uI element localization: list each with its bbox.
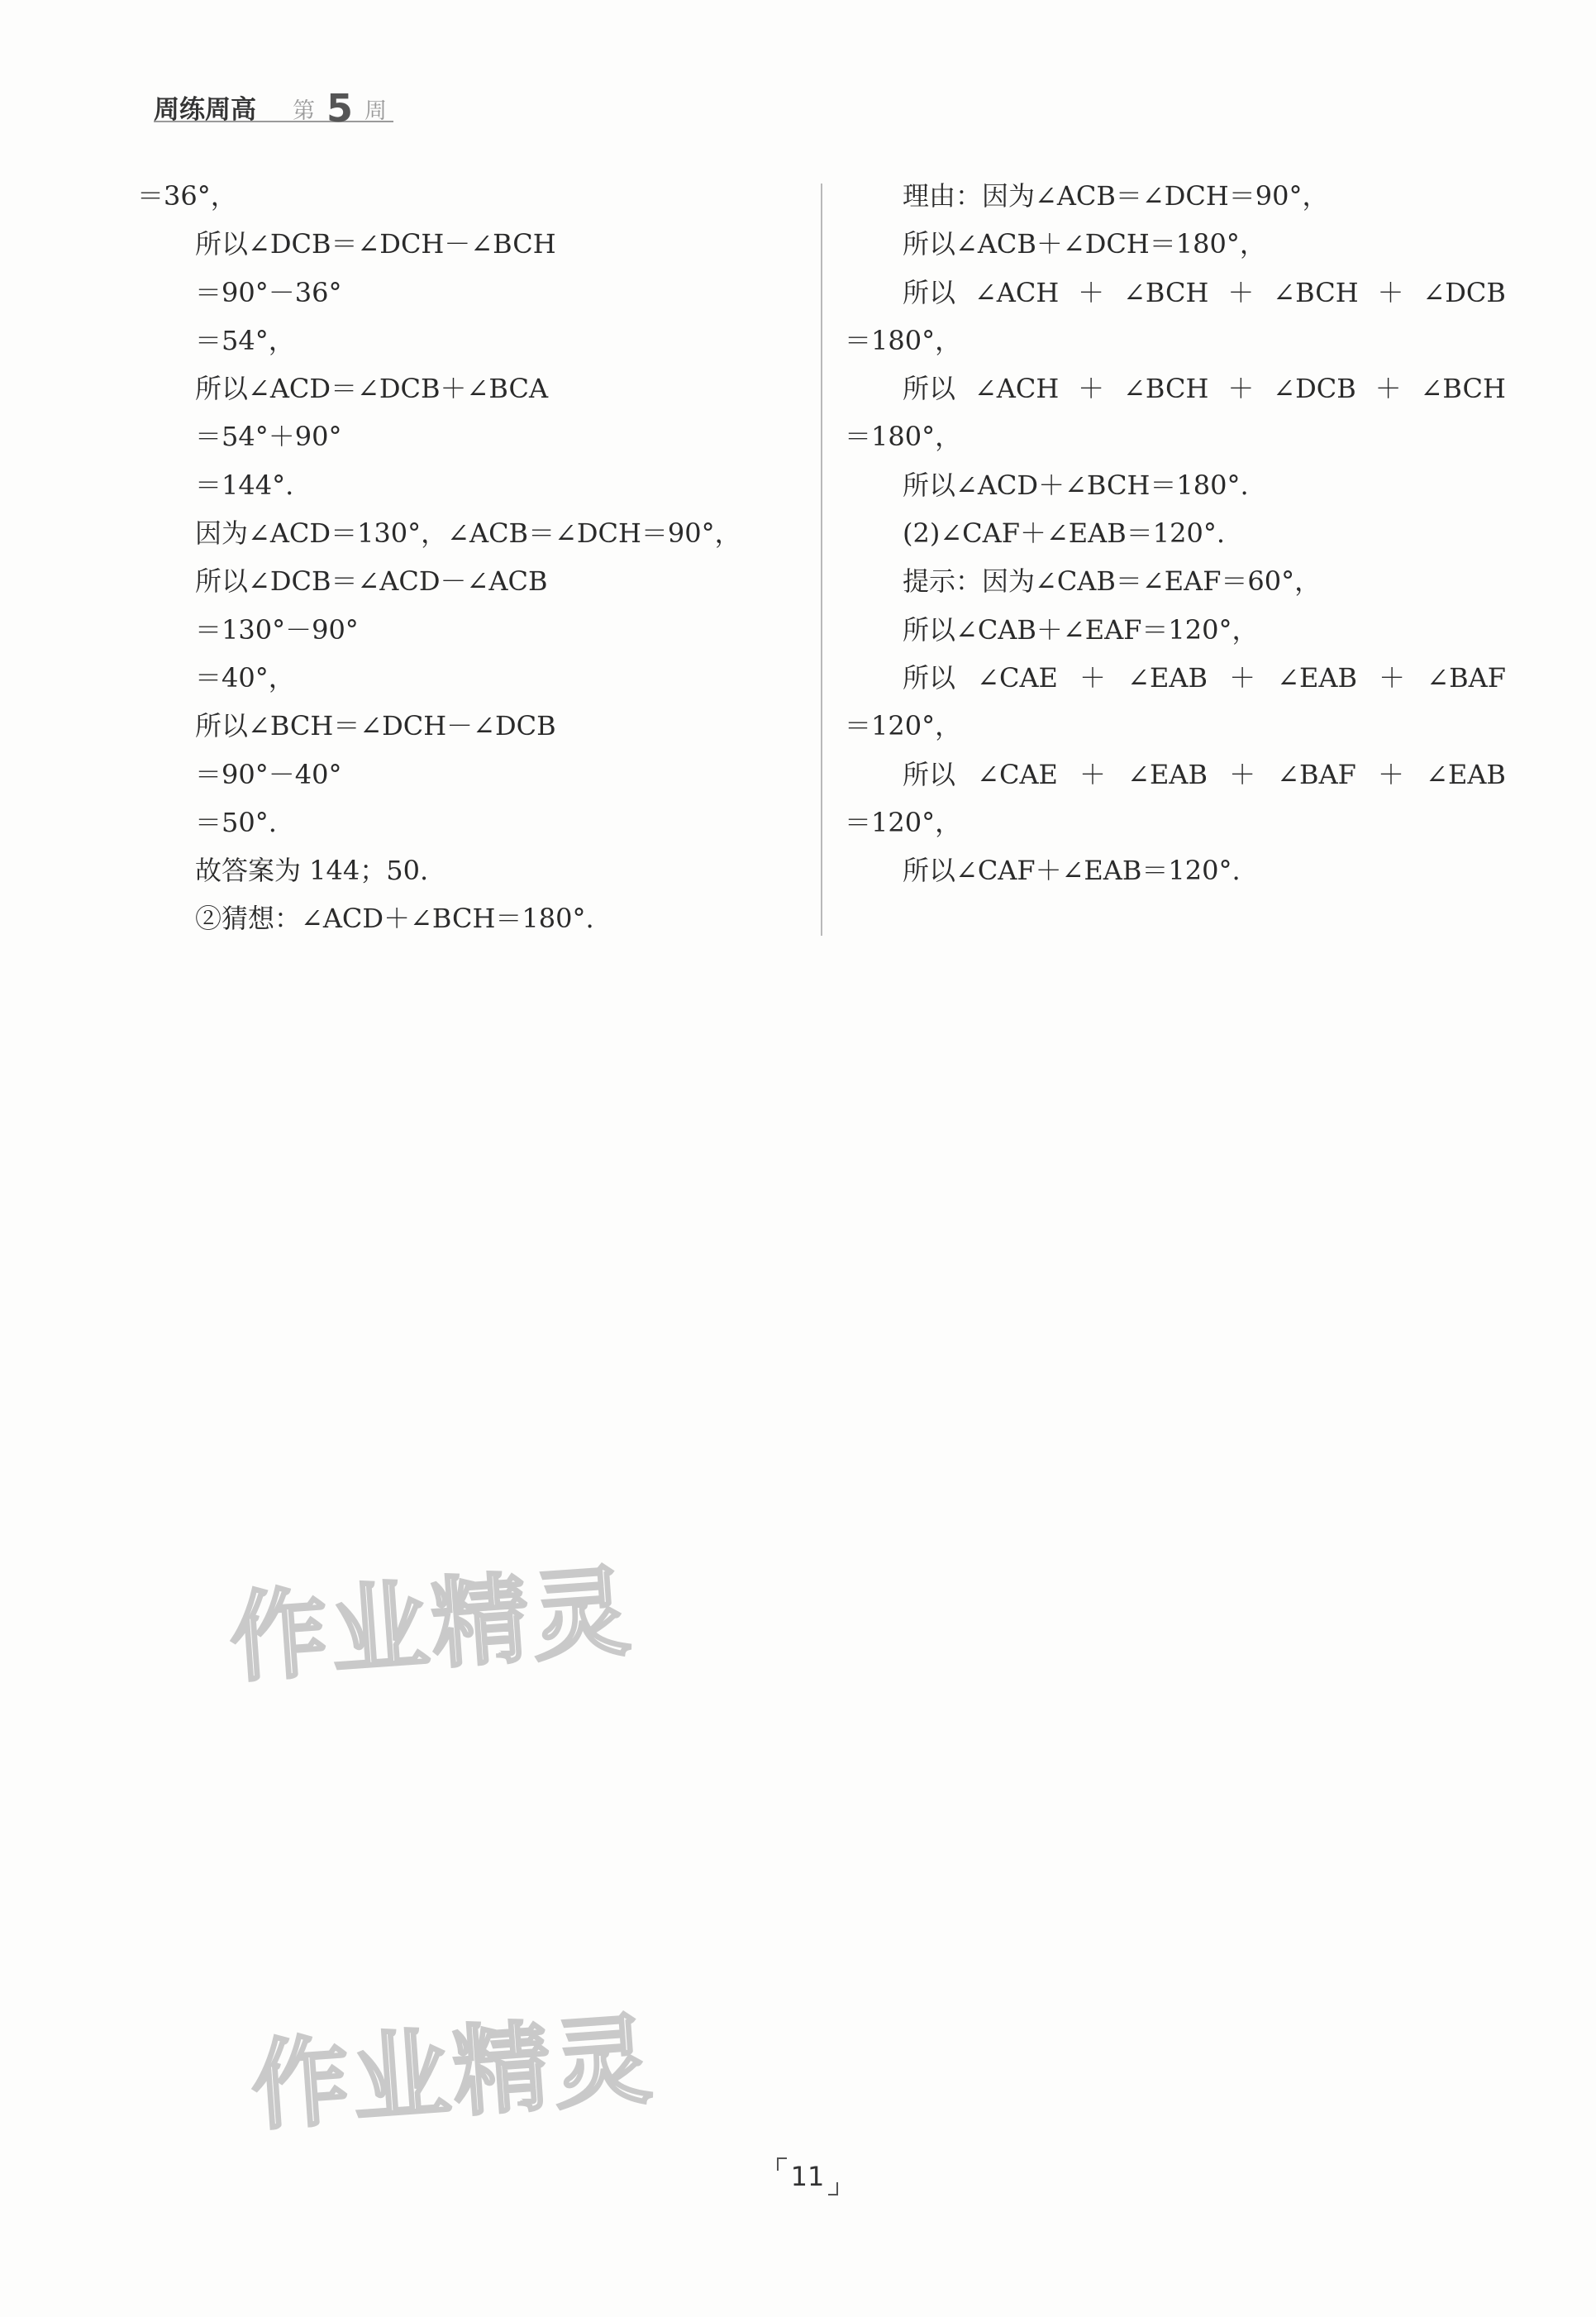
text-line: ＝120°， [845, 806, 962, 838]
text-line: 所以∠ACD＝∠DCB＋∠BCA [195, 373, 549, 405]
header-week-number: 5 [326, 86, 354, 131]
text-line: 所以 ∠ACH ＋ ∠BCH ＋ ∠DCB ＋ ∠BCH [903, 373, 1506, 405]
header-week-suffix: 周 [364, 98, 388, 124]
text-line: ＝40°， [195, 661, 295, 694]
text-line: 所以∠CAB＋∠EAF＝120°， [903, 613, 1259, 646]
text-line: 所以∠CAF＋∠EAB＝120°. [903, 855, 1241, 887]
text-line: ＝54°， [195, 324, 295, 356]
text-line: 理由：因为∠ACB＝∠DCH＝90°， [903, 180, 1329, 212]
text-line: ＝180°， [845, 421, 962, 453]
text-line: 故答案为 144；50. [195, 855, 429, 887]
text-line: 所以 ∠ACH ＋ ∠BCH ＋ ∠BCH ＋ ∠DCB [903, 276, 1506, 308]
text-line: ＝144°. [195, 469, 294, 501]
text-line: 所以∠BCH＝∠DCH－∠DCB [195, 710, 556, 742]
column-divider [821, 184, 822, 936]
text-line: ＝50°. [195, 806, 277, 838]
text-line: ＝180°， [845, 324, 962, 356]
text-line: ②猜想：∠ACD＋∠BCH＝180°. [195, 903, 594, 935]
header-week-prefix: 第 [293, 98, 315, 124]
text-line: ＝120°， [845, 710, 962, 742]
text-line: ＝36°， [137, 180, 237, 212]
text-line: ＝90°－40° [195, 758, 342, 790]
text-line: (2)∠CAF＋∠EAB＝120°. [903, 517, 1225, 550]
text-line: 所以∠DCB＝∠ACD－∠ACB [195, 565, 548, 598]
left-column [137, 172, 815, 943]
page-number: 11 [777, 2157, 838, 2195]
text-line: 所以∠ACB＋∠DCH＝180°， [903, 228, 1266, 260]
text-line: 因为∠ACD＝130°，∠ACB＝∠DCH＝90°， [195, 517, 741, 550]
text-line: ＝130°－90° [195, 613, 359, 646]
text-line: 提示：因为∠CAB＝∠EAF＝60°， [903, 565, 1322, 598]
header-brand: 周练周高 [154, 95, 256, 125]
right-column [845, 172, 1506, 894]
text-line: ＝90°－36° [195, 276, 342, 308]
watermark-top: 作业精灵 [226, 1553, 637, 1696]
watermark-bottom: 作业精灵 [247, 2001, 659, 2144]
page-header [154, 83, 393, 131]
text-line: ＝54°＋90° [195, 421, 342, 453]
text-line: 所以 ∠CAE ＋ ∠EAB ＋ ∠EAB ＋ ∠BAF [903, 661, 1506, 694]
text-line: 所以∠ACD＋∠BCH＝180°. [903, 469, 1249, 501]
text-line: 所以∠DCB＝∠DCH－∠BCH [195, 228, 556, 260]
text-line: 所以 ∠CAE ＋ ∠EAB ＋ ∠BAF ＋ ∠EAB [903, 758, 1506, 790]
